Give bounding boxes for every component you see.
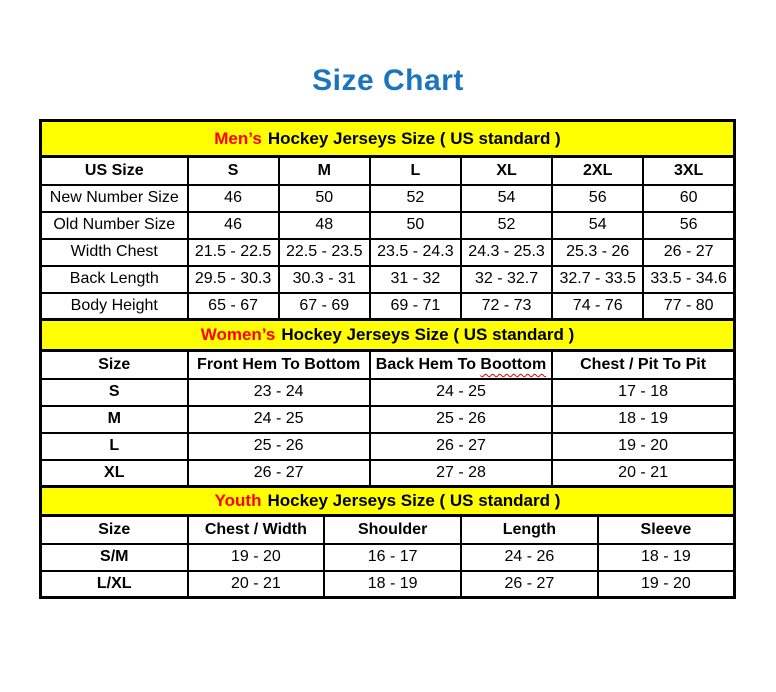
table-cell: 17 - 18 xyxy=(552,379,734,406)
table-row xyxy=(41,433,735,460)
table-cell: 24.3 - 25.3 xyxy=(461,239,552,266)
table-cell: 23 - 24 xyxy=(188,379,370,406)
table-cell: 72 - 73 xyxy=(461,293,552,320)
column-header: Chest / Pit To Pit xyxy=(552,351,734,379)
table-cell: 32 - 32.7 xyxy=(461,266,552,293)
table-row xyxy=(41,571,735,598)
table-cell: 77 - 80 xyxy=(643,293,734,320)
table-cell: 46 xyxy=(188,212,279,239)
table-cell: 18 - 19 xyxy=(598,544,735,571)
column-header: Sleeve xyxy=(598,516,735,544)
womens-banner-highlight: Women’s xyxy=(200,325,276,344)
row-label: XL xyxy=(41,460,188,487)
table-cell: 25 - 26 xyxy=(370,406,552,433)
table-cell: 56 xyxy=(552,185,643,212)
header-row xyxy=(41,351,735,379)
column-header: Size xyxy=(41,516,188,544)
row-label: Old Number Size xyxy=(41,212,188,239)
column-header: 2XL xyxy=(552,157,643,185)
table-cell: 22.5 - 23.5 xyxy=(279,239,370,266)
table-cell: 26 - 27 xyxy=(370,433,552,460)
table-row xyxy=(41,212,735,239)
table-row xyxy=(41,185,735,212)
row-label: Back Length xyxy=(41,266,188,293)
row-label: S xyxy=(41,379,188,406)
row-label: L/XL xyxy=(41,571,188,598)
table-cell: 25 - 26 xyxy=(188,433,370,460)
row-label: Width Chest xyxy=(41,239,188,266)
mens-banner-highlight: Men’s xyxy=(214,129,262,148)
table-cell: 48 xyxy=(279,212,370,239)
table-cell: 50 xyxy=(370,212,461,239)
table-row xyxy=(41,239,735,266)
youth-banner-text: Hockey Jerseys Size ( US standard ) xyxy=(267,491,561,510)
column-header: S xyxy=(188,157,279,185)
row-label: S/M xyxy=(41,544,188,571)
column-header: US Size xyxy=(41,157,188,185)
table-cell: 20 - 21 xyxy=(552,460,734,487)
table-cell: 19 - 20 xyxy=(598,571,735,598)
table-cell: 24 - 26 xyxy=(461,544,598,571)
column-header: Front Hem To Bottom xyxy=(188,351,370,379)
mens-banner-text: Hockey Jerseys Size ( US standard ) xyxy=(267,129,561,148)
table-row xyxy=(41,544,735,571)
table-row xyxy=(41,460,735,487)
table-cell: 33.5 - 34.6 xyxy=(643,266,734,293)
table-cell: 26 - 27 xyxy=(461,571,598,598)
table-cell: 19 - 20 xyxy=(188,544,325,571)
table-row xyxy=(41,406,735,433)
table-cell: 69 - 71 xyxy=(370,293,461,320)
column-header: 3XL xyxy=(643,157,734,185)
table-cell: 18 - 19 xyxy=(552,406,734,433)
misspelled-word: Boottom xyxy=(480,355,547,373)
table-cell: 18 - 19 xyxy=(324,571,461,598)
column-header: Shoulder xyxy=(324,516,461,544)
column-header: Back Hem To Boottom xyxy=(370,351,552,379)
womens-table-banner xyxy=(39,318,736,352)
page-title: Size Chart xyxy=(312,64,464,97)
row-label: M xyxy=(41,406,188,433)
header-row xyxy=(41,516,735,544)
table-cell: 74 - 76 xyxy=(552,293,643,320)
table-cell: 54 xyxy=(461,185,552,212)
table-cell: 46 xyxy=(188,185,279,212)
table-cell: 21.5 - 22.5 xyxy=(188,239,279,266)
table-row xyxy=(41,379,735,406)
mens-table-banner xyxy=(39,119,736,158)
table-cell: 26 - 27 xyxy=(643,239,734,266)
table-cell: 60 xyxy=(643,185,734,212)
table-cell: 29.5 - 30.3 xyxy=(188,266,279,293)
table-cell: 23.5 - 24.3 xyxy=(370,239,461,266)
mens-size-table xyxy=(39,155,736,321)
table-row xyxy=(41,293,735,320)
row-label: New Number Size xyxy=(41,185,188,212)
table-cell: 26 - 27 xyxy=(188,460,370,487)
table-cell: 31 - 32 xyxy=(370,266,461,293)
youth-banner-highlight: Youth xyxy=(214,491,262,510)
row-label: Body Height xyxy=(41,293,188,320)
column-header: XL xyxy=(461,157,552,185)
table-cell: 65 - 67 xyxy=(188,293,279,320)
column-header: Length xyxy=(461,516,598,544)
table-cell: 52 xyxy=(461,212,552,239)
youth-table-banner xyxy=(39,485,736,517)
size-chart xyxy=(39,119,736,599)
table-cell: 56 xyxy=(643,212,734,239)
table-cell: 20 - 21 xyxy=(188,571,325,598)
womens-banner-text: Hockey Jerseys Size ( US standard ) xyxy=(281,325,575,344)
column-header: L xyxy=(370,157,461,185)
youth-size-table xyxy=(39,514,736,599)
table-cell: 52 xyxy=(370,185,461,212)
table-cell: 50 xyxy=(279,185,370,212)
table-cell: 67 - 69 xyxy=(279,293,370,320)
table-cell: 24 - 25 xyxy=(188,406,370,433)
table-cell: 24 - 25 xyxy=(370,379,552,406)
table-cell: 54 xyxy=(552,212,643,239)
column-header: Chest / Width xyxy=(188,516,325,544)
row-label: L xyxy=(41,433,188,460)
womens-size-table xyxy=(39,349,736,488)
header-row xyxy=(41,157,735,185)
column-header: Size xyxy=(41,351,188,379)
table-cell: 16 - 17 xyxy=(324,544,461,571)
table-cell: 32.7 - 33.5 xyxy=(552,266,643,293)
column-header: M xyxy=(279,157,370,185)
table-cell: 25.3 - 26 xyxy=(552,239,643,266)
table-cell: 27 - 28 xyxy=(370,460,552,487)
table-cell: 19 - 20 xyxy=(552,433,734,460)
table-row xyxy=(41,266,735,293)
table-cell: 30.3 - 31 xyxy=(279,266,370,293)
